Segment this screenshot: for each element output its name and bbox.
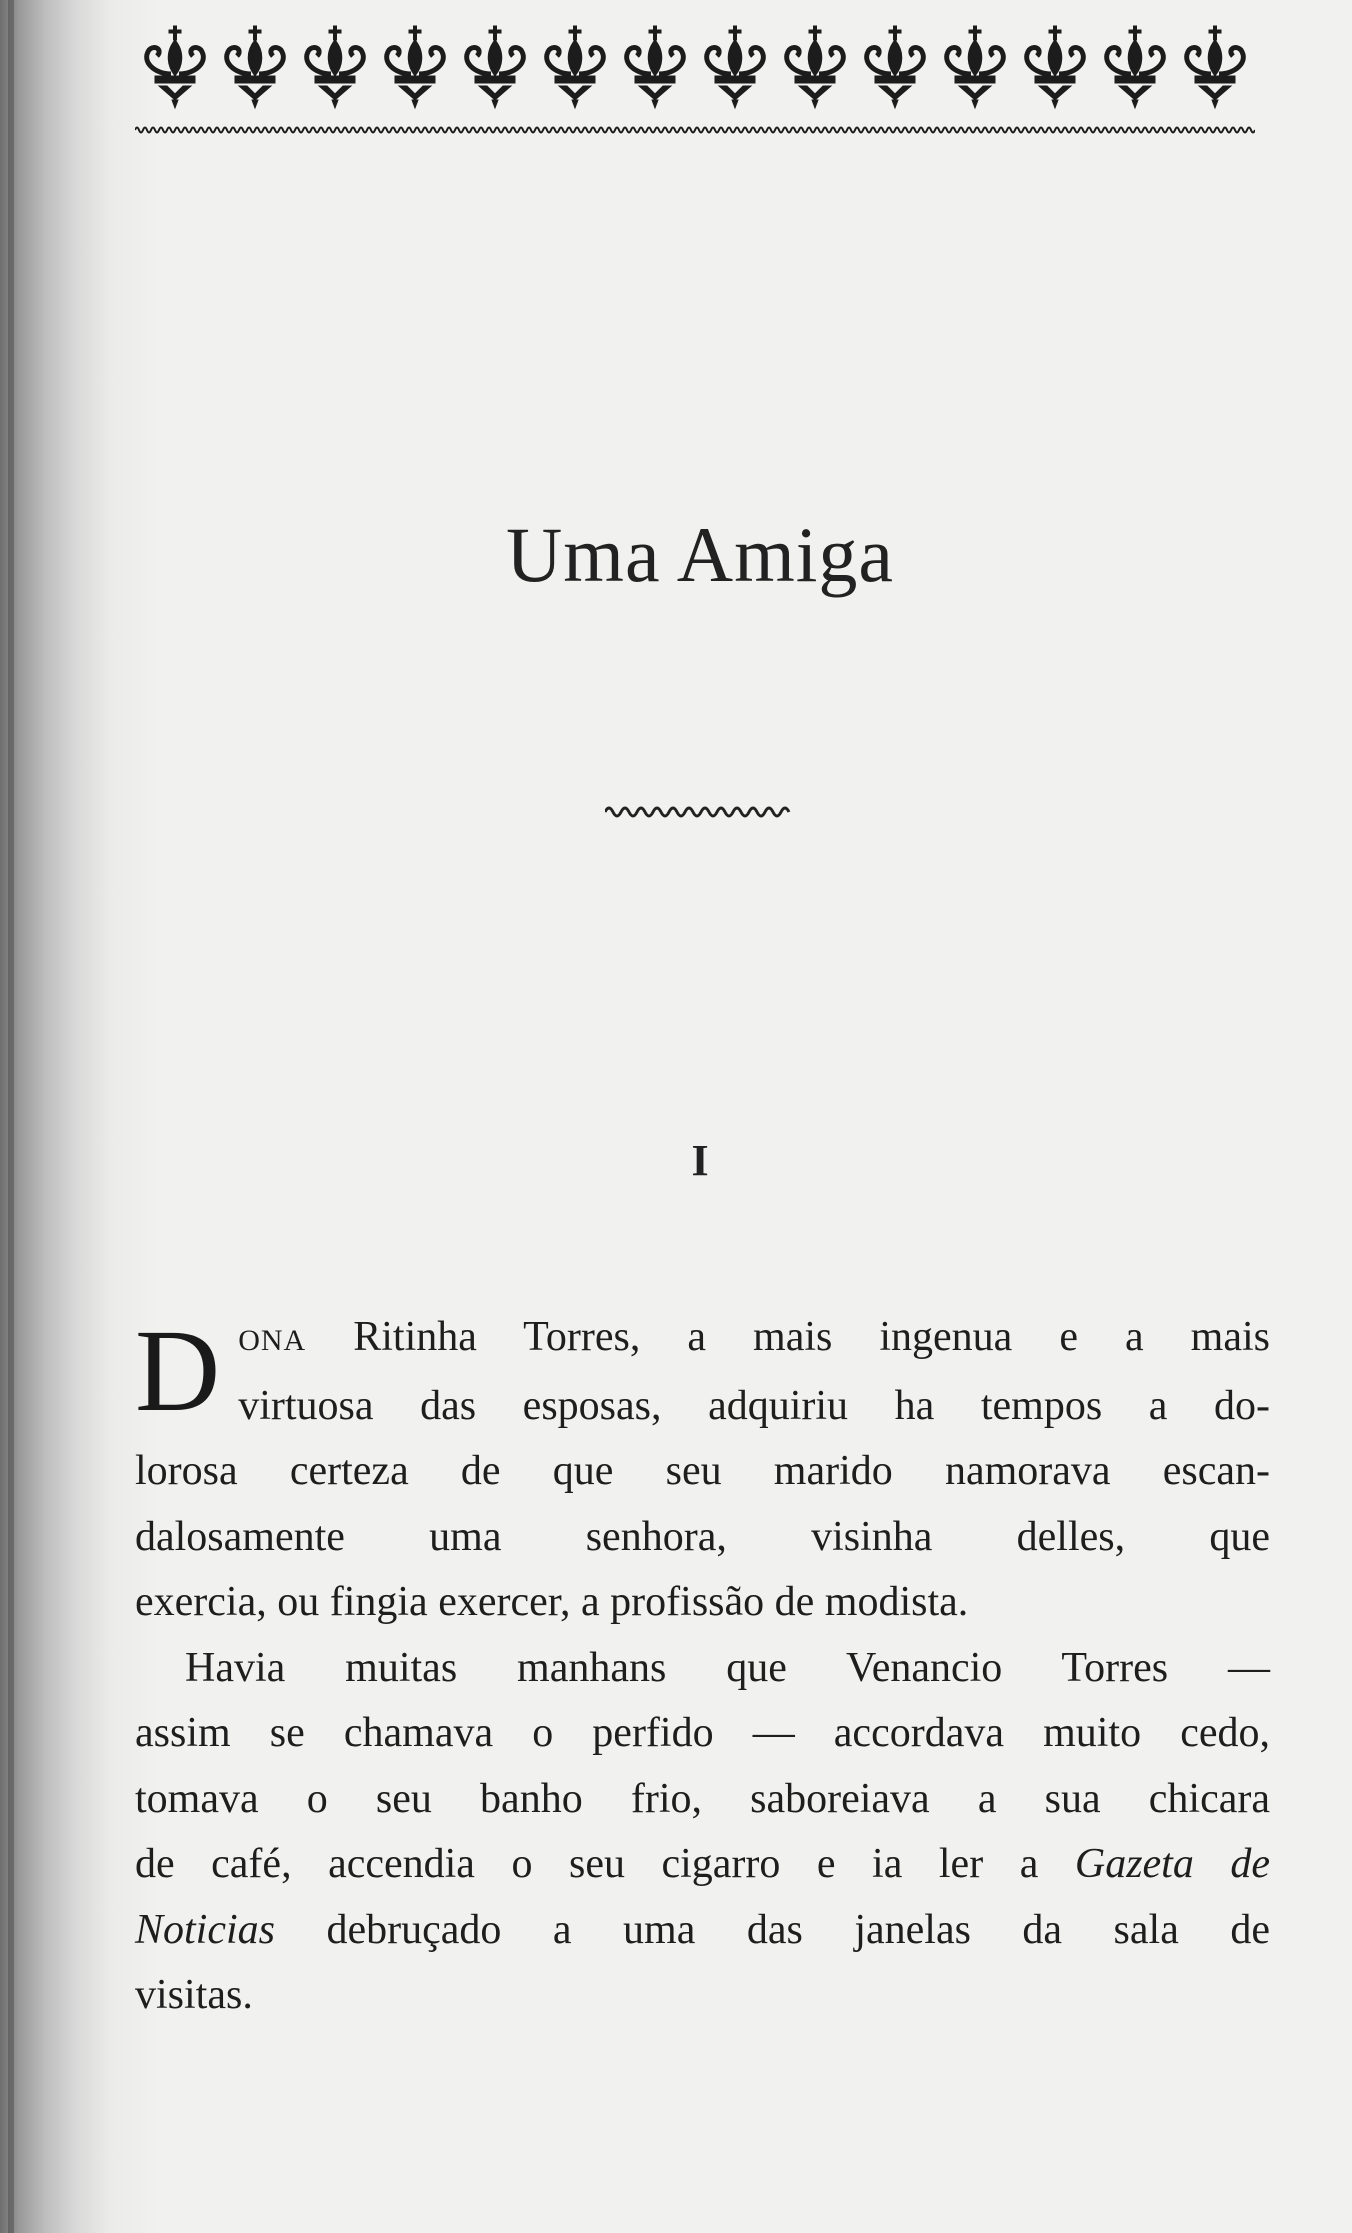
fleur-de-lis-icon (627, 26, 684, 108)
page-title: Uma Amiga (505, 511, 895, 598)
small-caps-word: ONA (238, 1324, 307, 1357)
chapter-number: I (691, 1136, 709, 1185)
text-line: de café, accendia o seu cigarro e ia ler a Gazeta de (135, 1841, 1270, 1887)
fleur-de-lis-icon (387, 26, 444, 108)
fleur-de-lis-icon (1027, 26, 1084, 108)
text-line: Havia muitas manhans que Venancio Torres — (185, 1644, 1270, 1691)
fleur-de-lis-icon (547, 26, 604, 108)
text-line: Noticias debruçado a uma das janelas da sala de (135, 1906, 1270, 1953)
italic-title: Gazeta de (1074, 1841, 1270, 1887)
fleur-de-lis-icon (787, 26, 844, 108)
ornament-wavy-rule (135, 128, 1255, 133)
body-text (135, 1305, 1270, 2029)
decorative-header-ornament (135, 18, 1255, 140)
text-line: tomava o seu banho frio, saboreiava a sua chicara (135, 1775, 1270, 1822)
fleur-de-lis-icon (307, 26, 364, 108)
fleur-de-lis-icon (947, 26, 1004, 108)
fleur-de-lis-icon (147, 26, 204, 108)
text-line: visitas. (135, 1972, 253, 2018)
fleur-de-lis-icon (467, 26, 524, 108)
text-line: dalosamente uma senhora, visinha delles, que (135, 1513, 1270, 1560)
fleur-de-lis-icon (1187, 26, 1244, 108)
fleur-de-lis-icon (867, 26, 924, 108)
italic-title: Noticias (135, 1906, 276, 1953)
fleur-de-lis-icon (227, 26, 284, 108)
text-line: exercia, ou fingia exercer, a profissão de modista. (135, 1579, 969, 1625)
text-line: virtuosa das esposas, adquiriu ha tempos a do- (238, 1382, 1270, 1429)
text-line: lorosa certeza de que seu marido namorava escan- (135, 1448, 1270, 1494)
text-line: ONA Ritinha Torres, a mais ingenua e a mais (238, 1314, 1270, 1360)
binding-gutter (8, 0, 14, 2233)
fleur-de-lis-icon (707, 26, 764, 108)
fleur-de-lis-icon (1107, 26, 1164, 108)
title-divider-rule (605, 800, 795, 824)
text-line: assim se chamava o perfido — accordava muito cedo, (135, 1710, 1270, 1756)
drop-cap: D (135, 1305, 221, 1436)
